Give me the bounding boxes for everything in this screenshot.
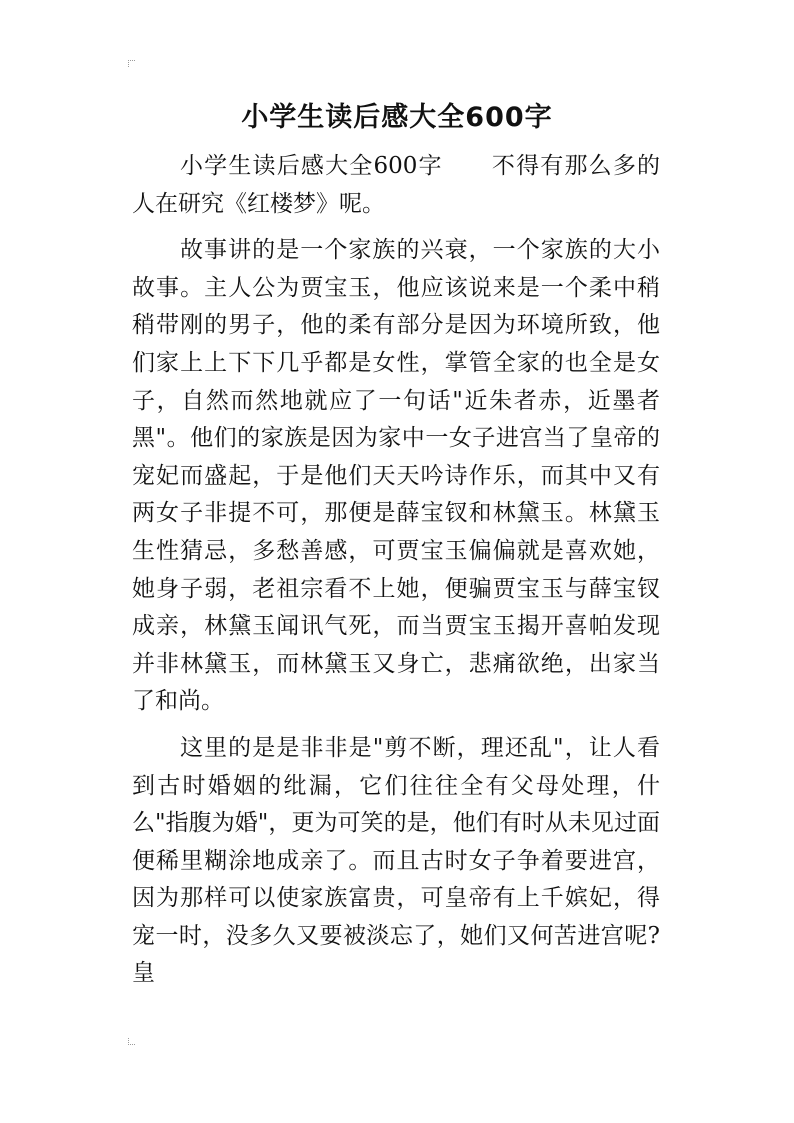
intro-heading: 小学生读后感大全600字 xyxy=(180,153,443,179)
paragraph-2: 这里的是是非非是"剪不断，理还乱"，让人看到古时婚姻的纰漏，它们往往全有父母处理，什么"指腹为婚"，更为可笑的是，他们有时从未见过面便稀里糊涂地成亲了。而且古时女子争着要进宫，因为那样可以使家族富贵，可皇帝有上千嫔妃，得宠一时，没多久又要被淡忘了，她们又何苦进宫呢?皇 xyxy=(132,734,660,987)
corner-mark-bottom xyxy=(128,1038,135,1045)
document-body xyxy=(132,148,660,1002)
corner-mark-top xyxy=(128,60,135,67)
intro-text: 不得有那么多的人在研究《红楼梦》呢。 xyxy=(132,153,661,217)
paragraph-1: 故事讲的是一个家族的兴衰，一个家族的大小故事。主人公为贾宝玉，他应该说来是一个柔中稍稍带刚的男子，他的柔有部分是因为环境所致，他们家上上下下几乎都是女性，掌管全家的也全是女子，自然而然地就应了一句话"近朱者赤，近墨者黑"。他们的家族是因为家中一女子进宫当了皇帝的宠妃而盛起，于是他们天天吟诗作乐，而其中又有两女子非提不可，那便是薛宝钗和林黛玉。林黛玉生性猜忌，多愁善感，可贾宝玉偏偏就是喜欢她，她身子弱，老祖宗看不上她，便骗贾宝玉与薛宝钗成亲，林黛玉闻讯气死，而当贾宝玉揭开喜帕发现并非林黛玉，而林黛玉又身亡，悲痛欲绝，出家当了和尚。 xyxy=(132,237,660,715)
intro-paragraph xyxy=(132,148,660,223)
document-title: 小学生读后感大全600字 xyxy=(241,102,553,133)
